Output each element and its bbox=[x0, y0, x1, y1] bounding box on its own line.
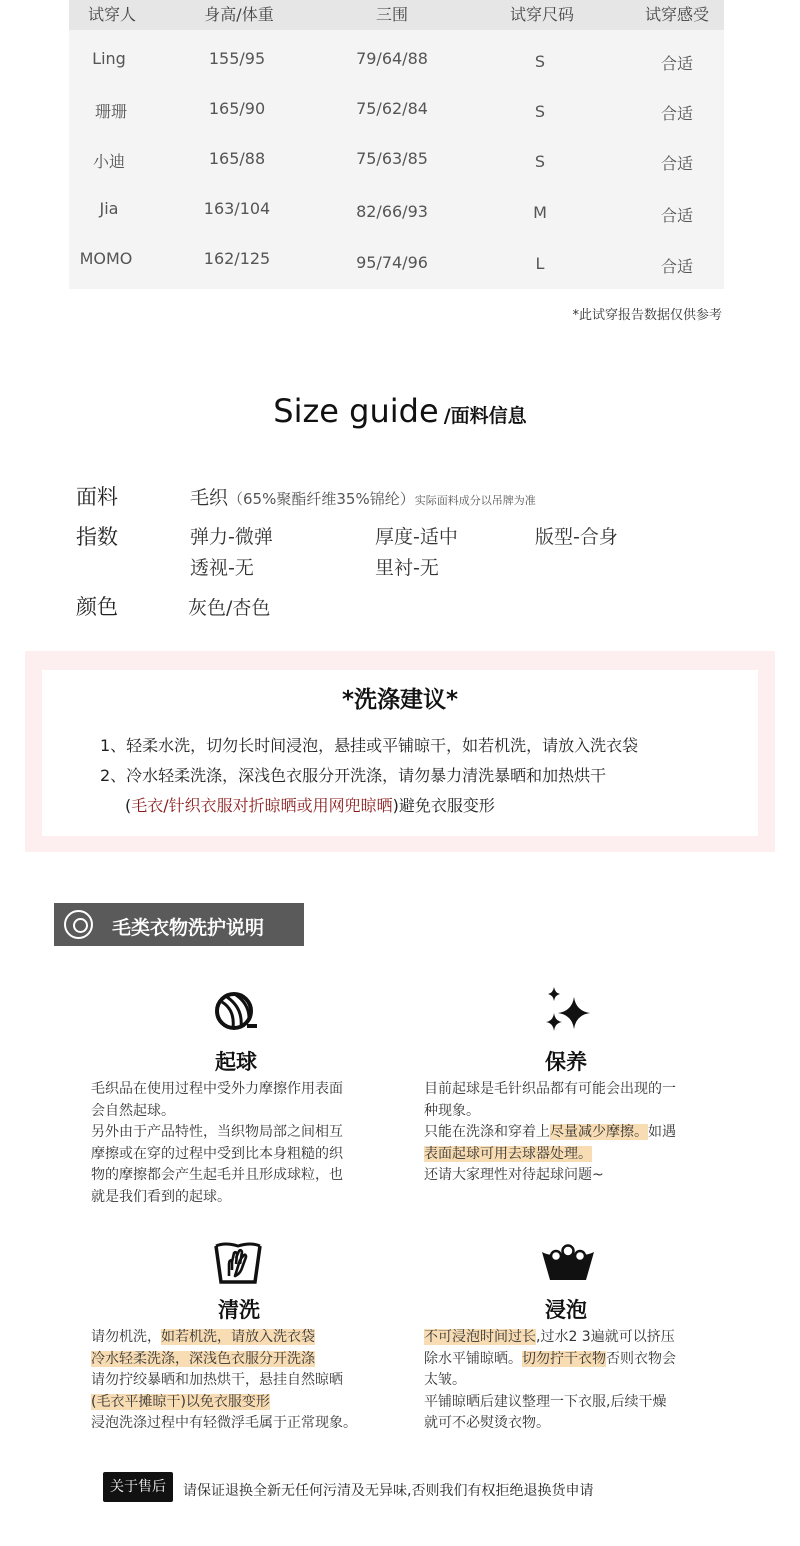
soak-line: 太皱。 bbox=[424, 1372, 466, 1388]
cell-name: Jia bbox=[99, 199, 119, 218]
index-transparency: 透视-无 bbox=[190, 557, 254, 579]
wash-line-2: 2、冷水轻柔洗涤，深浅色衣服分开洗涤，请勿暴力清洗暴晒和加热烘干 bbox=[100, 766, 607, 785]
soak-text bbox=[424, 1327, 676, 1435]
maintain-line bbox=[424, 1122, 676, 1144]
header-tester: 试穿人 bbox=[87, 5, 137, 24]
pilling-line: 会自然起球。 bbox=[91, 1102, 175, 1119]
maintain-line bbox=[424, 1144, 676, 1166]
size-guide-heading: Size guide bbox=[273, 392, 439, 430]
cell-size: S bbox=[534, 152, 546, 171]
cell-size: M bbox=[533, 203, 547, 222]
maintain-line: 目前起球是毛针织品都有可能会出现的一 bbox=[424, 1081, 676, 1097]
cell-size: L bbox=[535, 254, 545, 273]
table-row bbox=[69, 149, 724, 179]
index-thickness: 厚度-适中 bbox=[375, 526, 458, 548]
pilling-line: 物的摩擦都会产生起毛并且形成球粒，也 bbox=[91, 1167, 343, 1183]
after-sale-text: 请保证退换全新无任何污清及无异味,否则我们有权拒绝退换货申请 bbox=[183, 1483, 594, 1499]
table-row bbox=[69, 249, 724, 279]
soak-basin-icon bbox=[540, 1242, 596, 1282]
cell-height-weight: 165/90 bbox=[208, 99, 266, 118]
pilling-title: 起球 bbox=[215, 1050, 257, 1074]
soak-line: 就可不必熨烫衣物。 bbox=[424, 1415, 550, 1431]
cell-height-weight: 165/88 bbox=[208, 149, 266, 168]
cell-measurements: 82/66/93 bbox=[356, 202, 428, 221]
cell-feeling: 合适 bbox=[660, 104, 694, 123]
index-lining: 里衬-无 bbox=[375, 557, 439, 579]
cell-measurements: 75/62/84 bbox=[356, 99, 428, 118]
soak-title: 浸泡 bbox=[545, 1298, 587, 1322]
size-guide-subtitle: /面料信息 bbox=[443, 405, 527, 427]
cell-name: 珊珊 bbox=[94, 102, 128, 121]
wash-line-3 bbox=[125, 793, 495, 816]
wash-line-1: 1、轻柔水洗，切勿长时间浸泡，悬挂或平铺晾干，如若机洗，请放入洗衣袋 bbox=[100, 736, 639, 755]
pilling-line: 摩擦或在穿的过程中受到比本身粗糙的织 bbox=[91, 1145, 343, 1162]
color-label: 颜色 bbox=[76, 595, 118, 619]
care-banner-text: 毛类衣物洗护说明 bbox=[112, 917, 265, 939]
soak-text-part: 除水平铺晾晒。 bbox=[424, 1350, 522, 1367]
maintain-text bbox=[424, 1079, 676, 1187]
wash-care-highlight: (毛衣平摊晾干)以免衣服变形 bbox=[91, 1393, 270, 1410]
fabric-composition: （65%聚酯纤维35%锦纶） bbox=[228, 490, 415, 508]
sparkle-icon bbox=[540, 985, 594, 1039]
wash-care-line bbox=[91, 1349, 357, 1371]
pilling-line: 另外由于产品特性，当织物局部之间相互 bbox=[91, 1124, 343, 1140]
cell-feeling: 合适 bbox=[660, 154, 694, 173]
maintain-highlight: 尽量减少摩擦。 bbox=[550, 1124, 648, 1140]
fabric-remark: 实际面料成分以吊牌为准 bbox=[414, 494, 536, 507]
wash-care-text-part: 请勿机洗， bbox=[91, 1329, 161, 1345]
cell-feeling: 合适 bbox=[660, 257, 694, 276]
cell-size: S bbox=[534, 52, 546, 71]
soak-line bbox=[424, 1327, 676, 1349]
table-row bbox=[69, 199, 724, 229]
care-banner bbox=[54, 903, 304, 946]
pilling-line: 就是我们看到的起球。 bbox=[91, 1188, 231, 1205]
soak-line bbox=[424, 1349, 676, 1371]
wash-care-line: 请勿拧绞暴晒和加热烘干，悬挂自然晾晒 bbox=[91, 1372, 343, 1388]
cell-feeling: 合适 bbox=[660, 206, 694, 225]
cell-height-weight: 162/125 bbox=[203, 249, 271, 268]
soak-text-part: 否则衣物会 bbox=[606, 1350, 676, 1367]
after-sale-badge: 关于售后 bbox=[103, 1472, 173, 1502]
maintain-title: 保养 bbox=[545, 1050, 587, 1074]
header-size: 试穿尺码 bbox=[509, 5, 575, 24]
wash-line-3-highlight: 毛衣/针织衣服对折晾晒或用网兜晾晒 bbox=[131, 796, 393, 815]
table-row bbox=[69, 49, 724, 79]
wash-care-line bbox=[91, 1327, 357, 1349]
soak-highlight: 切勿拧干衣物 bbox=[522, 1350, 606, 1367]
cell-measurements: 95/74/96 bbox=[356, 253, 428, 272]
cell-measurements: 79/64/88 bbox=[356, 49, 428, 68]
maintain-text-part: 如遇 bbox=[648, 1124, 676, 1140]
cell-name: 小迪 bbox=[92, 152, 126, 171]
fabric-main: 毛织 bbox=[190, 487, 229, 509]
soak-highlight: 不可浸泡时间过长 bbox=[424, 1329, 536, 1345]
wash-advice-title: *洗涤建议* bbox=[341, 687, 459, 713]
color-value: 灰色/杏色 bbox=[188, 597, 271, 619]
header-height-weight: 身高/体重 bbox=[204, 5, 274, 24]
cell-feeling: 合适 bbox=[660, 54, 694, 73]
brand-logo-icon bbox=[64, 910, 93, 939]
hand-wash-icon bbox=[213, 1240, 263, 1286]
cell-height-weight: 155/95 bbox=[208, 49, 266, 68]
maintain-line: 种现象。 bbox=[424, 1102, 480, 1119]
fabric-value bbox=[190, 483, 536, 510]
cell-name: MOMO bbox=[79, 249, 133, 268]
wash-line-3-rest: )避免衣服变形 bbox=[392, 796, 495, 815]
fabric-label: 面料 bbox=[76, 485, 118, 509]
maintain-highlight: 表面起球可用去球器处理。 bbox=[424, 1145, 592, 1162]
pilling-line: 毛织品在使用过程中受外力摩擦作用表面 bbox=[91, 1081, 343, 1097]
size-guide-title bbox=[0, 392, 800, 430]
soak-line: 平铺晾晒后建议整理一下衣服,后续干燥 bbox=[424, 1393, 667, 1410]
table-row bbox=[69, 99, 724, 129]
cell-name: Ling bbox=[92, 49, 126, 68]
yarn-ball-icon bbox=[213, 990, 259, 1036]
fit-report-note: *此试穿报告数据仅供参考 bbox=[572, 308, 722, 323]
wash-care-text bbox=[91, 1327, 357, 1435]
wash-care-highlight: 冷水轻柔洗涤，深浅色衣服分开洗涤 bbox=[91, 1350, 315, 1367]
cell-size: S bbox=[534, 102, 546, 121]
pilling-text bbox=[91, 1079, 343, 1208]
index-elasticity: 弹力-微弹 bbox=[190, 526, 273, 548]
wash-line-3-open: ( bbox=[125, 796, 132, 815]
maintain-line: 还请大家理性对待起球问题~ bbox=[424, 1167, 604, 1183]
index-label: 指数 bbox=[76, 525, 118, 549]
soak-text-part: ,过水2 3遍就可以挤压 bbox=[536, 1329, 675, 1345]
maintain-text-part: 只能在洗涤和穿着上 bbox=[424, 1124, 550, 1140]
fit-report-table bbox=[69, 0, 724, 289]
wash-care-highlight: 如若机洗，请放入洗衣袋 bbox=[161, 1329, 315, 1345]
cell-height-weight: 163/104 bbox=[203, 199, 271, 218]
header-measurements: 三围 bbox=[375, 5, 409, 24]
wash-care-line: 浸泡洗涤过程中有轻微浮毛属于正常现象。 bbox=[91, 1415, 357, 1431]
index-fit: 版型-合身 bbox=[535, 526, 618, 548]
wash-care-title: 清洗 bbox=[218, 1298, 260, 1322]
wash-care-line bbox=[91, 1392, 357, 1414]
cell-measurements: 75/63/85 bbox=[356, 149, 428, 168]
header-feeling: 试穿感受 bbox=[644, 5, 710, 24]
fit-report-header bbox=[69, 0, 724, 30]
